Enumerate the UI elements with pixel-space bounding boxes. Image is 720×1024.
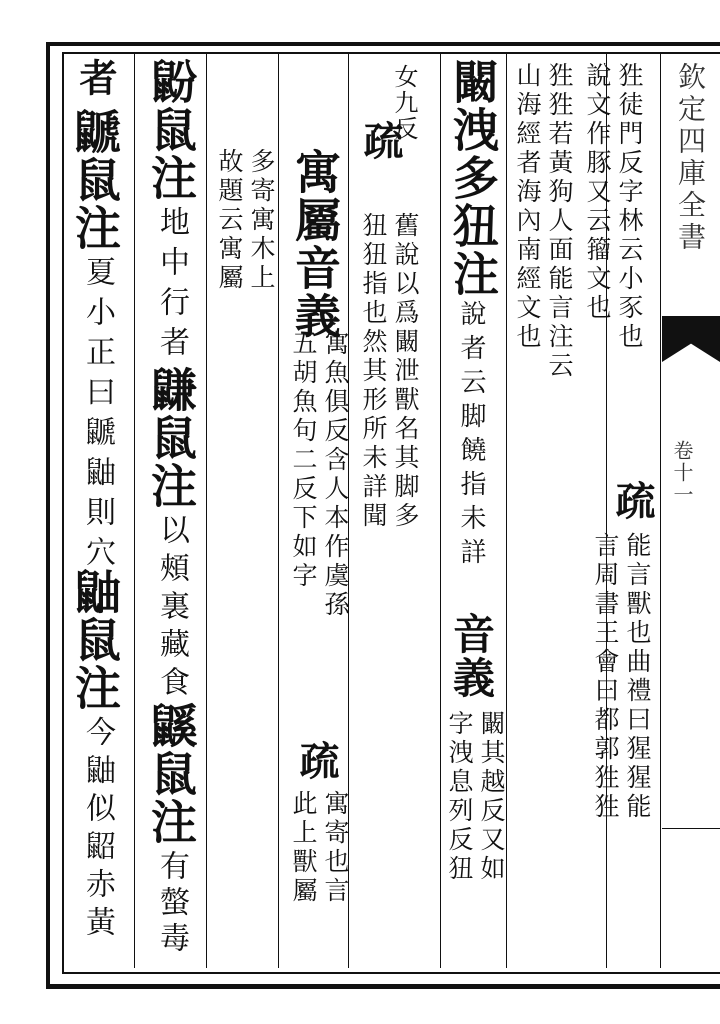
text-line: 五胡魚句二反下如字: [289, 330, 318, 591]
column-rule: [278, 54, 279, 968]
text-line: 寓魚俱反含人本作虞孫: [321, 330, 350, 620]
text-line: 狃狃指也然其形所未詳聞: [359, 212, 388, 531]
column-rule: [506, 54, 507, 968]
main-entry-heading: 鼸鼠注: [144, 366, 198, 510]
text-line: 山海經者海內南經文也: [513, 62, 542, 352]
column-6: [356, 212, 420, 531]
main-entry-heading: 鼶鼠注: [68, 108, 122, 252]
main-entry-heading: 鼷鼠注: [144, 702, 198, 846]
column-rule: [440, 54, 441, 968]
column-rule: [206, 54, 207, 968]
juan-number: 卷十一: [670, 440, 694, 506]
commentary-marker: 疏: [609, 480, 656, 522]
commentary-marker: 疏: [293, 740, 340, 782]
main-entry-heading: 鼬鼠注: [68, 568, 122, 712]
annotation-text: 今鼬似鼦赤黃: [80, 716, 115, 944]
text-line: 女九反: [390, 64, 418, 142]
book-title: 欽定四庫全書: [674, 62, 707, 254]
text-line: 者: [73, 58, 118, 98]
annotation-text: 說者云脚饒指未詳: [456, 300, 486, 572]
main-entry-heading: 寓屬音義: [288, 148, 342, 340]
column-2: [510, 62, 574, 381]
main-entry-heading: 鼢鼠注: [144, 58, 198, 202]
text-line: 字洩息列反狃: [445, 710, 474, 884]
column-9: [286, 330, 350, 620]
text-line: 此上獸屬: [289, 790, 318, 906]
commentary-marker: 疏: [357, 120, 404, 162]
annotation-text: 以頰裏藏食: [154, 514, 189, 704]
column-1: [580, 62, 644, 352]
column-rule: [134, 54, 135, 968]
annotation-text: 有螫毒: [154, 850, 189, 958]
column-5: [442, 710, 506, 884]
text-line: 狌狌若黃狗人面能言注云: [545, 62, 574, 381]
text-line: 說文作豚又云籀文也: [583, 62, 612, 323]
yinyi-marker: 音義: [447, 612, 496, 700]
text-line: 故題云寓屬: [215, 148, 244, 293]
text-line: 多寄寓木上: [247, 148, 276, 293]
column-3: [588, 532, 652, 822]
text-line: 舊說以爲闞泄獸名其脚多: [391, 212, 420, 531]
text-line: 闞其越反又如: [477, 710, 506, 884]
annotation-text: 夏小正曰鼶鼬則穴: [80, 256, 115, 576]
text-line: 言周書王會曰都郭狌狌: [591, 532, 620, 822]
annotation-text: 地中行者: [154, 206, 189, 366]
main-entry-heading: 闞洩多狃注: [446, 58, 500, 298]
text-line: 寓寄也言: [321, 790, 350, 906]
column-11: [212, 148, 276, 293]
column-10: [286, 790, 350, 906]
text-line: 狌徒門反字林云小豕也: [615, 62, 644, 352]
margin-rule: [662, 828, 720, 829]
text-line: 能言獸也曲禮曰猩猩能: [623, 532, 652, 822]
